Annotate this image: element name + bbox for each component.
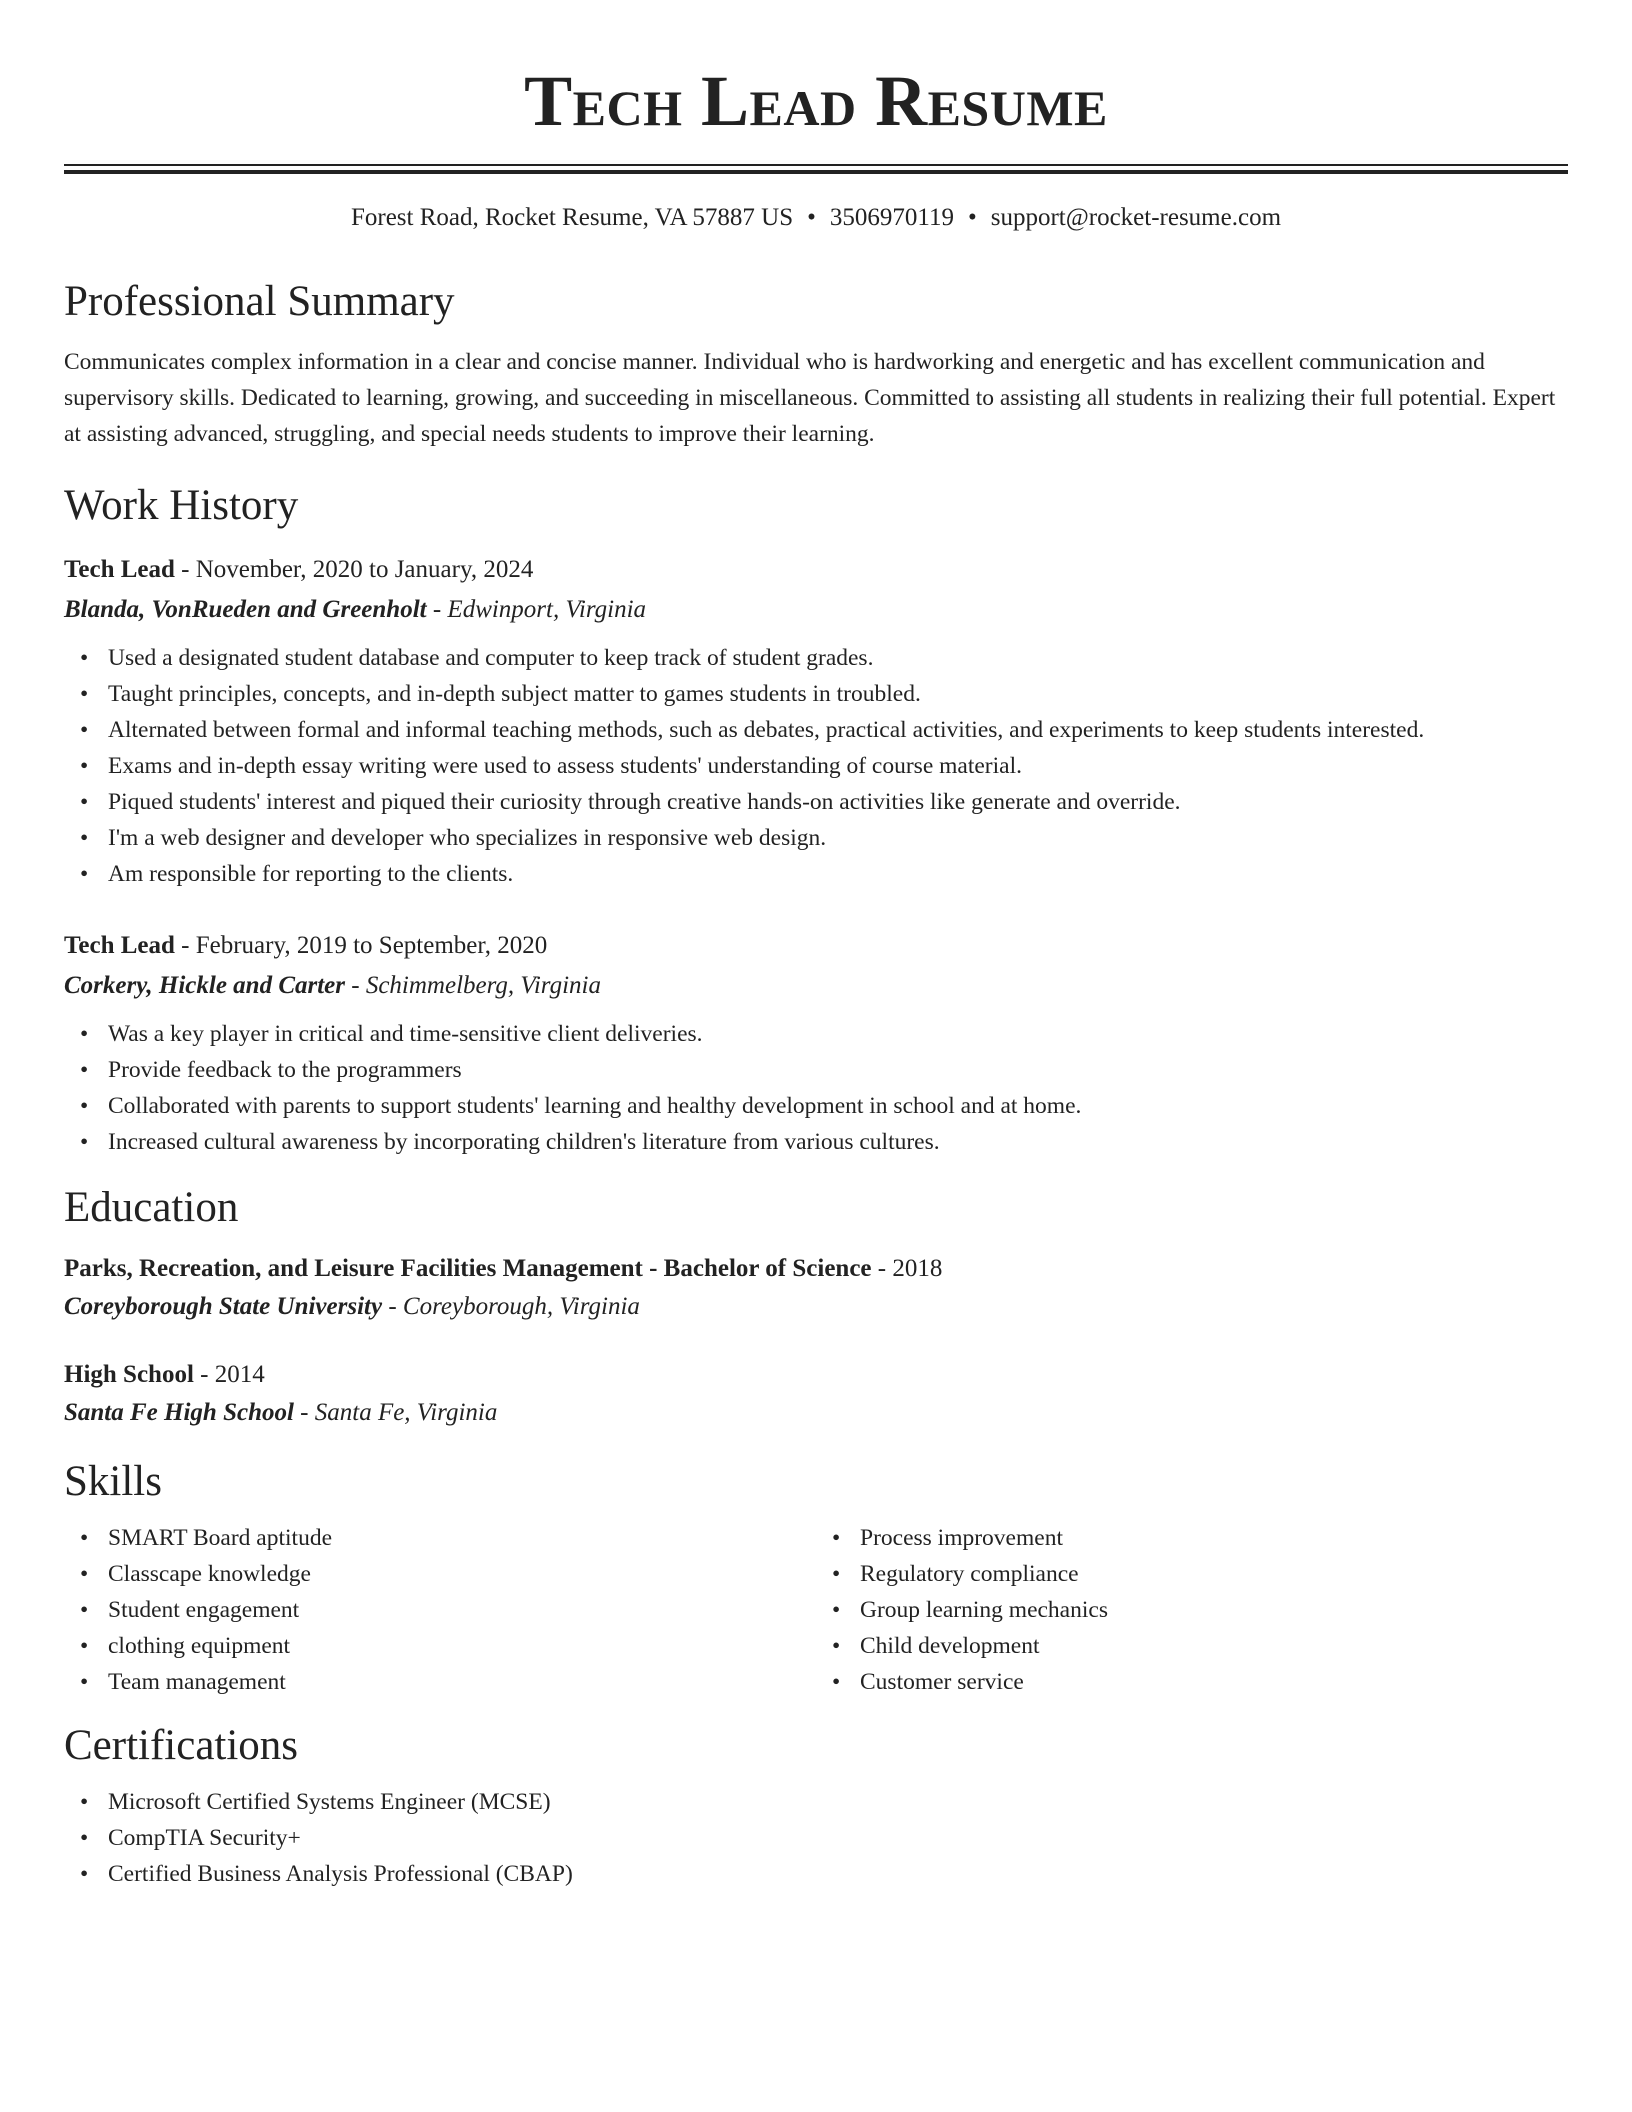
job-title: Tech Lead [64,932,175,959]
education-section [64,1182,1568,1432]
bullet-icon: • [80,1057,89,1083]
certification-item [80,1856,1568,1892]
bullet-icon: • [80,681,89,707]
summary-text: Communicates complex information in a clear and concise manner. Individual who is hardworking and energetic and has excellent communication and supervisory skills. Dedicated to learning, growing, and succeeding in miscellaneous. Committed to assisting all students in realizing their full potential. Expert at assisting advanced, struggling, and special needs students to improve their learning. [64,349,1556,447]
summary-heading: Professional Summary [64,278,455,325]
job-bullet-text: Am responsible for reporting to the clients. [108,861,514,887]
bullet-icon: • [80,1597,89,1623]
education-year: - 2014 [193,1361,265,1388]
skill-text: Regulatory compliance [860,1561,1079,1587]
job-bullet-text: Alternated between formal and informal teaching methods, such as debates, practical activities, and experiments to keep students interested. [108,717,1425,743]
skills-column-left [64,1520,816,1700]
summary-section [64,276,1568,452]
bullet-icon: • [80,1669,89,1695]
job-title-line [64,550,1568,590]
contact-phone: 3506970119 [829,204,954,231]
job-entry [64,550,1568,892]
resume-title: Tech Lead Resume [524,61,1108,141]
contact-separator: • [967,204,977,231]
bullet-icon: • [832,1669,841,1695]
job-bullet [80,712,1568,748]
job-bullet [80,856,1568,892]
certification-text: Microsoft Certified Systems Engineer (MCSE) [108,1789,551,1815]
skills-section [64,1456,1568,1700]
certification-text: Certified Business Analysis Professional (CBAP) [108,1861,573,1887]
contact-address: Forest Road, Rocket Resume, VA 57887 US [350,204,794,231]
bullet-icon: • [832,1597,841,1623]
job-bullet [80,1052,1568,1088]
job-bullets [64,640,1568,892]
job-bullet-text: I'm a web designer and developer who specializes in responsive web design. [108,825,827,851]
education-school-line [64,1394,1568,1432]
job-bullet-text: Was a key player in critical and time-sensitive client deliveries. [108,1021,703,1047]
bullet-icon: • [80,645,89,671]
skill-text: Customer service [860,1669,1024,1695]
skill-item [80,1592,816,1628]
education-location: - Santa Fe, Virginia [293,1399,498,1426]
bullet-icon: • [80,861,89,887]
certifications-heading: Certifications [64,1722,299,1769]
skill-item [832,1520,1568,1556]
bullet-icon: • [80,1633,89,1659]
job-dates: - February, 2019 to September, 2020 [174,932,548,959]
job-bullet-text: Exams and in-depth essay writing were used to assess students' understanding of course material. [108,753,1022,779]
title-divider [64,164,1568,174]
job-bullet-text: Used a designated student database and computer to keep track of student grades. [108,645,874,671]
job-bullet-text: Taught principles, concepts, and in-depth subject matter to games students in troubled. [108,681,921,707]
job-bullet [80,748,1568,784]
skill-text: clothing equipment [108,1633,291,1659]
job-dates: - November, 2020 to January, 2024 [174,556,534,583]
skill-item [832,1664,1568,1700]
work-history-heading: Work History [64,482,299,529]
job-bullet-text: Provide feedback to the programmers [108,1057,462,1083]
job-bullet [80,1016,1568,1052]
skill-text: Process improvement [860,1525,1063,1551]
education-year: - 2018 [871,1255,943,1282]
certification-text: CompTIA Security+ [108,1825,301,1851]
job-bullet-text: Piqued students' interest and piqued their curiosity through creative hands-on activities like generate and override. [108,789,1181,815]
certifications-list [64,1784,1568,1892]
job-title: Tech Lead [64,556,175,583]
skill-item [832,1592,1568,1628]
bullet-icon: • [80,789,89,815]
education-school: Coreyborough State University [64,1293,383,1320]
skill-item [80,1664,816,1700]
job-location: - Schimmelberg, Virginia [345,972,601,999]
skill-text: Team management [108,1669,286,1695]
skills-grid [64,1520,1568,1700]
skill-item [80,1628,816,1664]
skill-item [832,1628,1568,1664]
bullet-icon: • [80,825,89,851]
job-bullet [80,1088,1568,1124]
bullet-icon: • [832,1525,841,1551]
job-bullets [64,1016,1568,1160]
bullet-icon: • [832,1633,841,1659]
certification-item [80,1820,1568,1856]
job-bullet [80,676,1568,712]
skill-text: Classcape knowledge [108,1561,311,1587]
bullet-icon: • [80,717,89,743]
job-bullet [80,640,1568,676]
education-degree: Parks, Recreation, and Leisure Facilities Management - Bachelor of Science [64,1255,872,1282]
education-entry [64,1356,1568,1432]
education-heading: Education [64,1184,239,1231]
skills-heading: Skills [64,1458,162,1505]
contact-email: support@rocket-resume.com [990,204,1282,231]
skill-text: Group learning mechanics [860,1597,1108,1623]
education-school: Santa Fe High School [64,1399,294,1426]
certifications-section [64,1720,1568,1892]
bullet-icon: • [80,753,89,779]
job-entry [64,926,1568,1160]
bullet-icon: • [80,1525,89,1551]
bullet-icon: • [832,1561,841,1587]
education-entry [64,1250,1568,1326]
skill-text: Child development [860,1633,1040,1659]
skill-item [80,1520,816,1556]
certification-item [80,1784,1568,1820]
bullet-icon: • [80,1561,89,1587]
skills-column-right [816,1520,1568,1700]
skill-item [80,1556,816,1592]
job-bullet [80,820,1568,856]
bullet-icon: • [80,1093,89,1119]
bullet-icon: • [80,1021,89,1047]
skill-item [832,1556,1568,1592]
bullet-icon: • [80,1789,89,1815]
job-bullet [80,1124,1568,1160]
job-company-line [64,966,1568,1006]
job-bullet [80,784,1568,820]
job-bullet-text: Increased cultural awareness by incorporating children's literature from various cultures. [108,1129,940,1155]
bullet-icon: • [80,1129,89,1155]
job-bullet-text: Collaborated with parents to support students' learning and healthy development in school and at home. [108,1093,1082,1119]
job-title-line [64,926,1568,966]
contact-line [64,202,1568,234]
education-degree-line [64,1356,1568,1394]
work-history-section [64,480,1568,1160]
job-company-line [64,590,1568,630]
skill-text: Student engagement [108,1597,300,1623]
skill-text: SMART Board aptitude [108,1525,333,1551]
bullet-icon: • [80,1825,89,1851]
job-company: Blanda, VonRueden and Greenholt [64,596,427,623]
education-degree: High School [64,1361,194,1388]
education-degree-line [64,1250,1568,1288]
contact-separator: • [807,204,816,231]
job-company: Corkery, Hickle and Carter [64,972,346,999]
bullet-icon: • [80,1861,89,1887]
education-location: - Coreyborough, Virginia [382,1293,640,1320]
education-school-line [64,1288,1568,1326]
job-location: - Edwinport, Virginia [426,596,647,623]
